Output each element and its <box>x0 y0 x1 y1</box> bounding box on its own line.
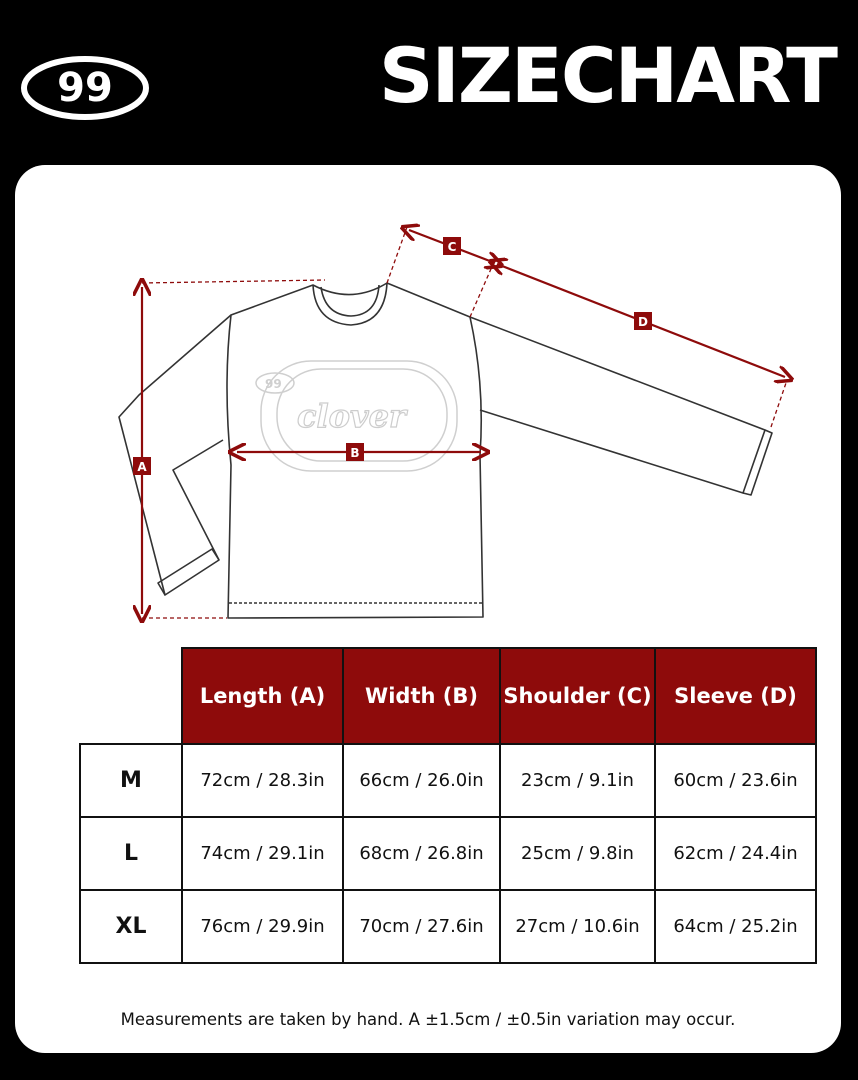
table-cell: 72cm / 28.3in <box>182 744 343 817</box>
table-row <box>80 744 816 817</box>
measurement-guides <box>142 227 786 618</box>
table-cell: 23cm / 9.1in <box>500 744 655 817</box>
svg-text:C: C <box>447 240 457 254</box>
table-cell: 76cm / 29.9in <box>182 890 343 963</box>
label-d <box>634 312 652 330</box>
page-title: SIZECHART <box>378 31 836 120</box>
label-c <box>443 237 461 255</box>
table-cell: 68cm / 26.8in <box>343 817 500 890</box>
table-cell: 25cm / 9.8in <box>500 817 655 890</box>
table-cell: 62cm / 24.4in <box>655 817 816 890</box>
svg-text:D: D <box>638 315 648 329</box>
size-label: L <box>80 817 182 890</box>
table-row <box>80 817 816 890</box>
size-table <box>79 647 817 964</box>
svg-text:A: A <box>137 460 147 474</box>
size-chart-card <box>15 165 841 1053</box>
label-b <box>346 443 364 461</box>
label-a <box>133 457 151 475</box>
print-text: clover <box>297 397 406 435</box>
table-row <box>80 890 816 963</box>
column-header-width: Width (B) <box>343 648 500 744</box>
measurement-note: Measurements are taken by hand. A ±1.5cm / ±0.5in variation may occur. <box>120 1010 736 1029</box>
svg-text:B: B <box>350 446 360 460</box>
table-cell: 74cm / 29.1in <box>182 817 343 890</box>
table-cell: 70cm / 27.6in <box>343 890 500 963</box>
column-header-length: Length (A) <box>182 648 343 744</box>
table-corner <box>80 648 182 744</box>
table-cell: 60cm / 23.6in <box>655 744 816 817</box>
table-cell: 27cm / 10.6in <box>500 890 655 963</box>
column-header-shoulder: Shoulder (C) <box>500 648 655 744</box>
brand-logo <box>20 55 150 121</box>
table-cell: 64cm / 25.2in <box>655 890 816 963</box>
table-cell: 66cm / 26.0in <box>343 744 500 817</box>
logo-text: 99 <box>57 65 113 111</box>
column-header-sleeve: Sleeve (D) <box>655 648 816 744</box>
table-header-row <box>80 648 816 744</box>
size-label: XL <box>80 890 182 963</box>
print-badge: 99 <box>265 377 282 391</box>
size-label: M <box>80 744 182 817</box>
shirt-diagram <box>15 165 841 635</box>
